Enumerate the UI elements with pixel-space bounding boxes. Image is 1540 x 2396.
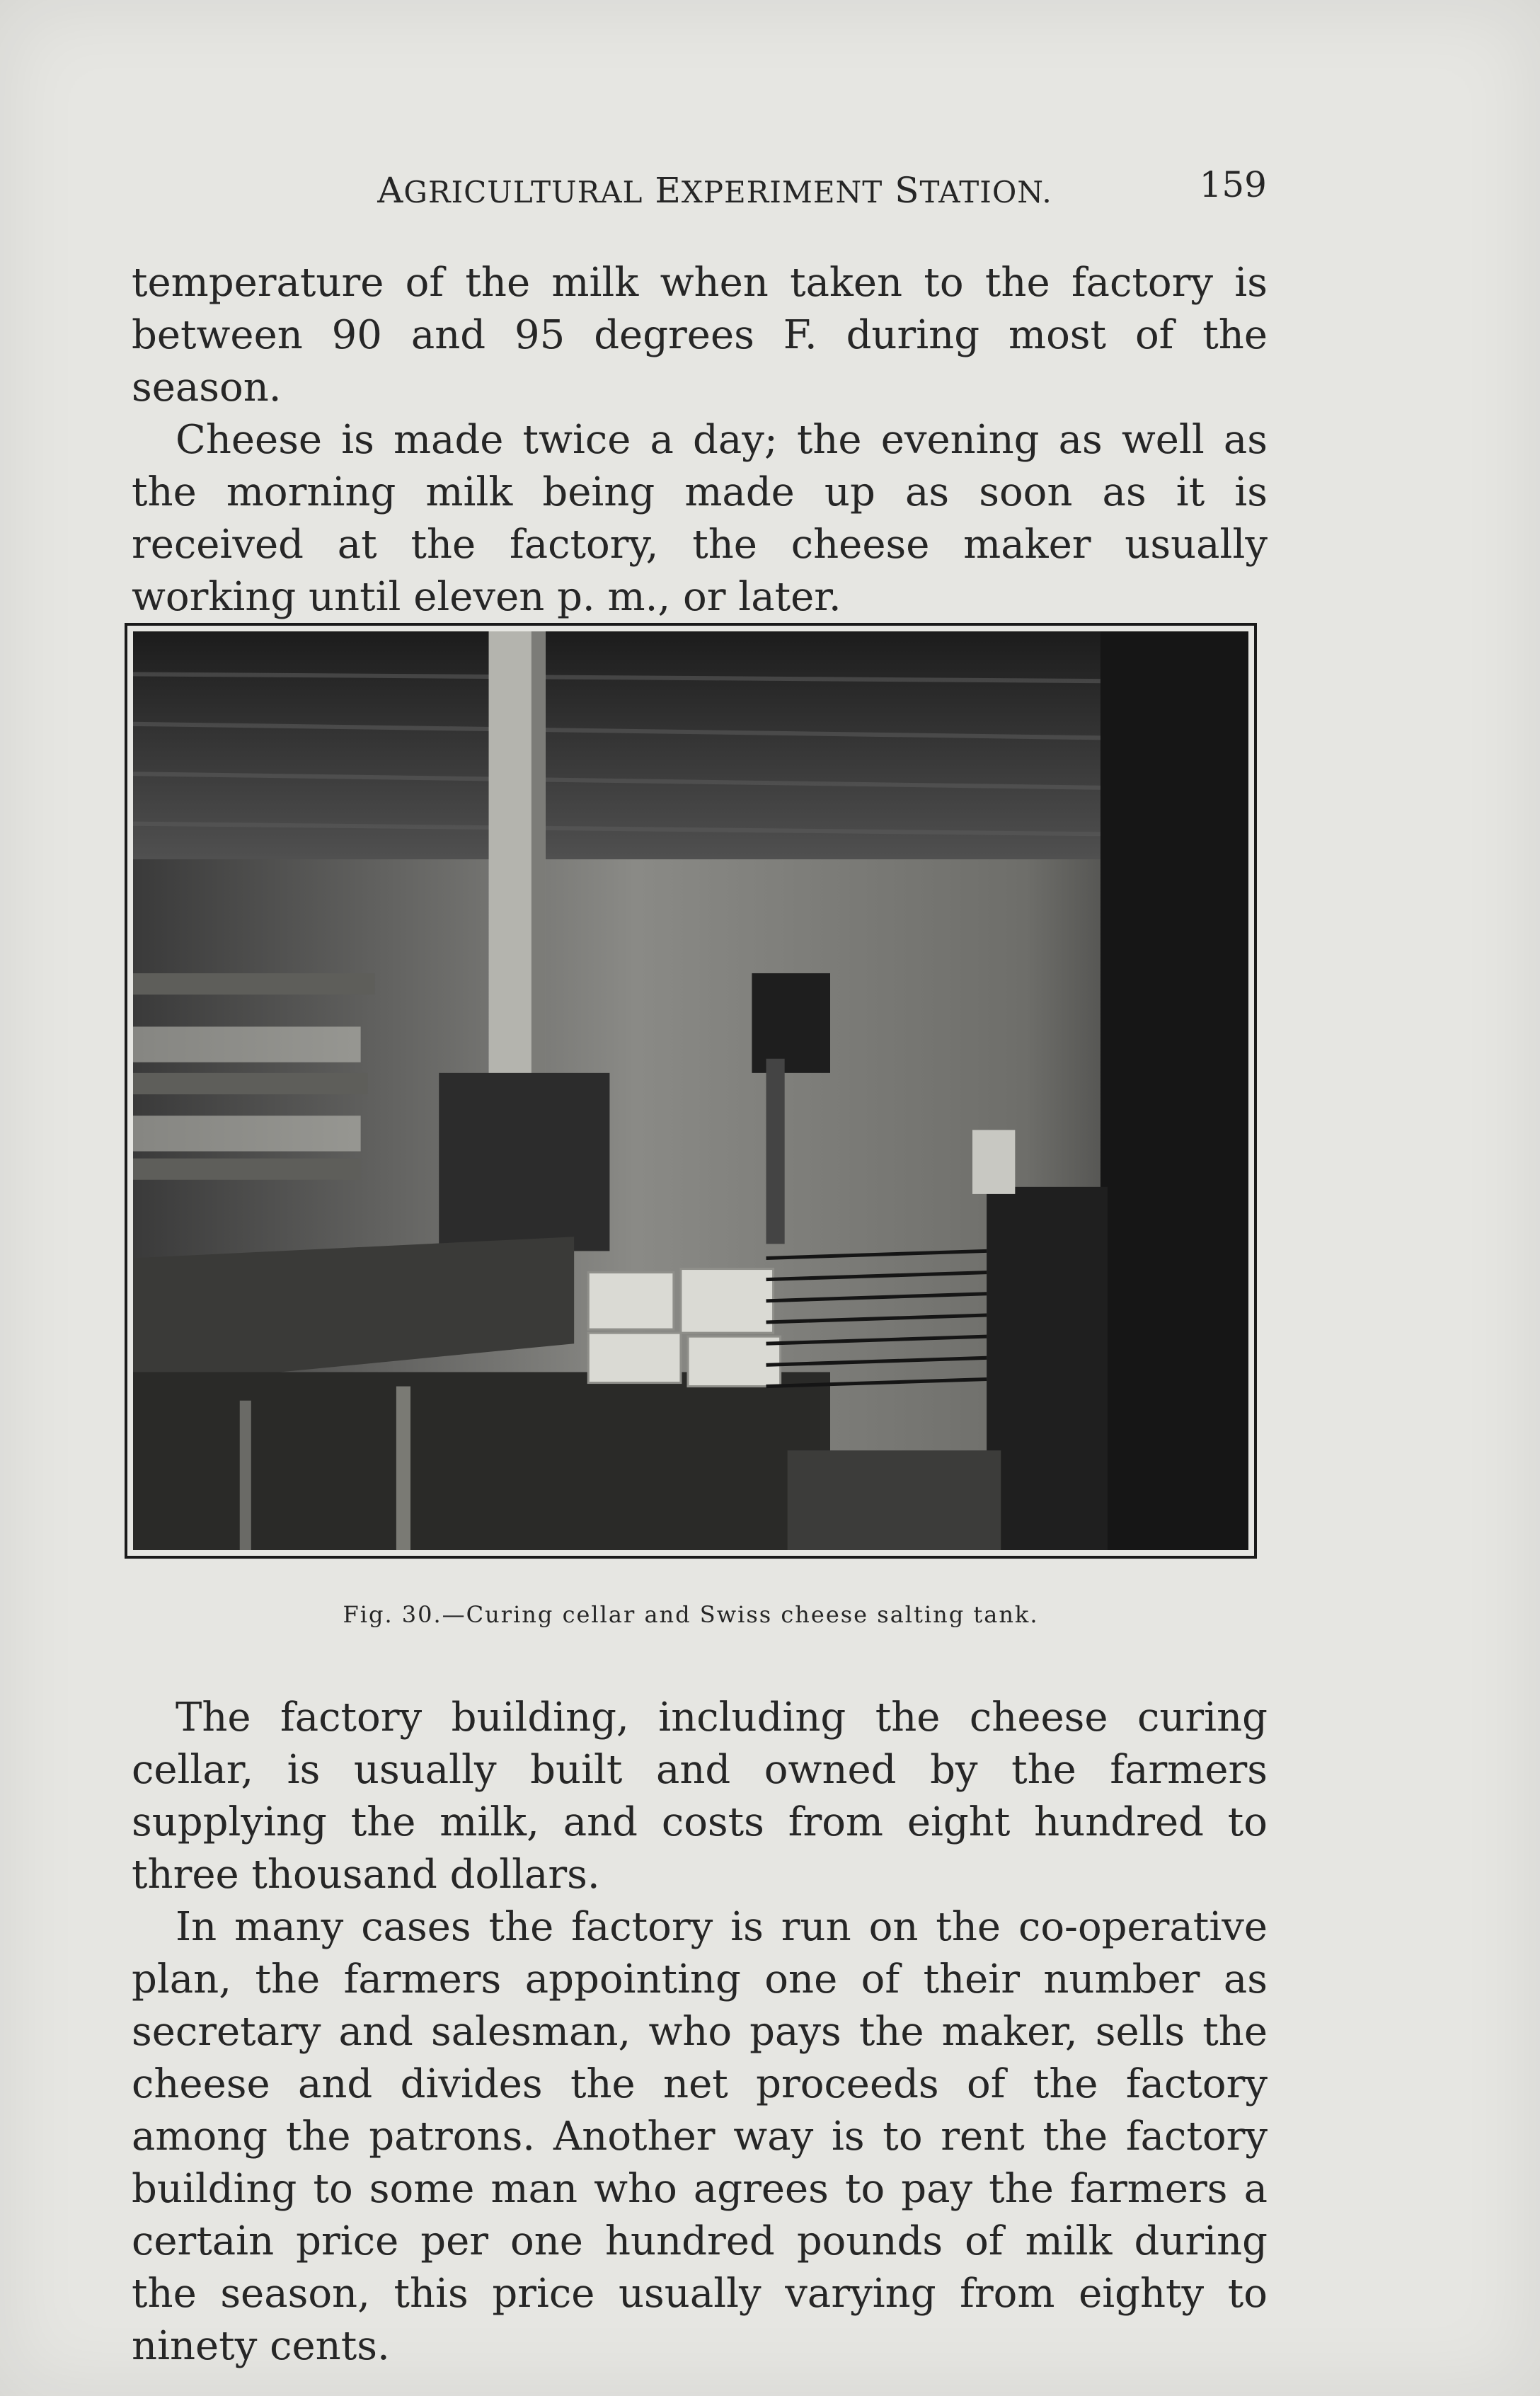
running-head-initial-1: A	[377, 170, 404, 211]
running-head-word-2: XPERIMENT	[681, 175, 883, 210]
body-text-top	[132, 257, 1268, 624]
figure-caption: Fig. 30.—Curing cellar and Swiss cheese salting tank.	[343, 1601, 1039, 1628]
page-number: 159	[1199, 164, 1267, 205]
body-text-bottom	[132, 1692, 1268, 2373]
running-head	[326, 170, 1104, 211]
paragraph-continuation: temperature of the milk when taken to the factory is between 90 and 95 degrees F. during most of the season.	[132, 260, 1268, 411]
running-head-initial-3: S	[895, 170, 920, 211]
paragraph-cooperative-plan: In many cases the factory is run on the co-operative plan, the farmers appointing one of their number as secretary and salesman, who pays the maker, sells the cheese and divides the net proceeds of the factory among the patrons. Another way is to rent the factory building to some man who agrees to pay the farmers a certain price per one hundred pounds of milk during the season, this price usually varying from eighty to ninety cents.	[132, 1904, 1268, 2369]
running-head-initial-2: E	[655, 170, 682, 211]
figure-photograph	[125, 623, 1257, 1559]
paragraph-cheese-twice-daily: Cheese is made twice a day; the evening as well as the morning milk being made up as soon as it is received at the factory, the cheese maker usually working until eleven p. m., or later.	[132, 417, 1268, 620]
running-head-word-1: GRICULTURAL	[403, 175, 643, 210]
paragraph-factory-building: The factory building, including the cheese curing cellar, is usually built and owned by the farmers supplying the milk, and costs from eight hundred to three thousand dollars.	[132, 1695, 1268, 1898]
curing-cellar-photo	[133, 631, 1248, 1550]
running-head-word-3: TATION.	[919, 175, 1052, 210]
